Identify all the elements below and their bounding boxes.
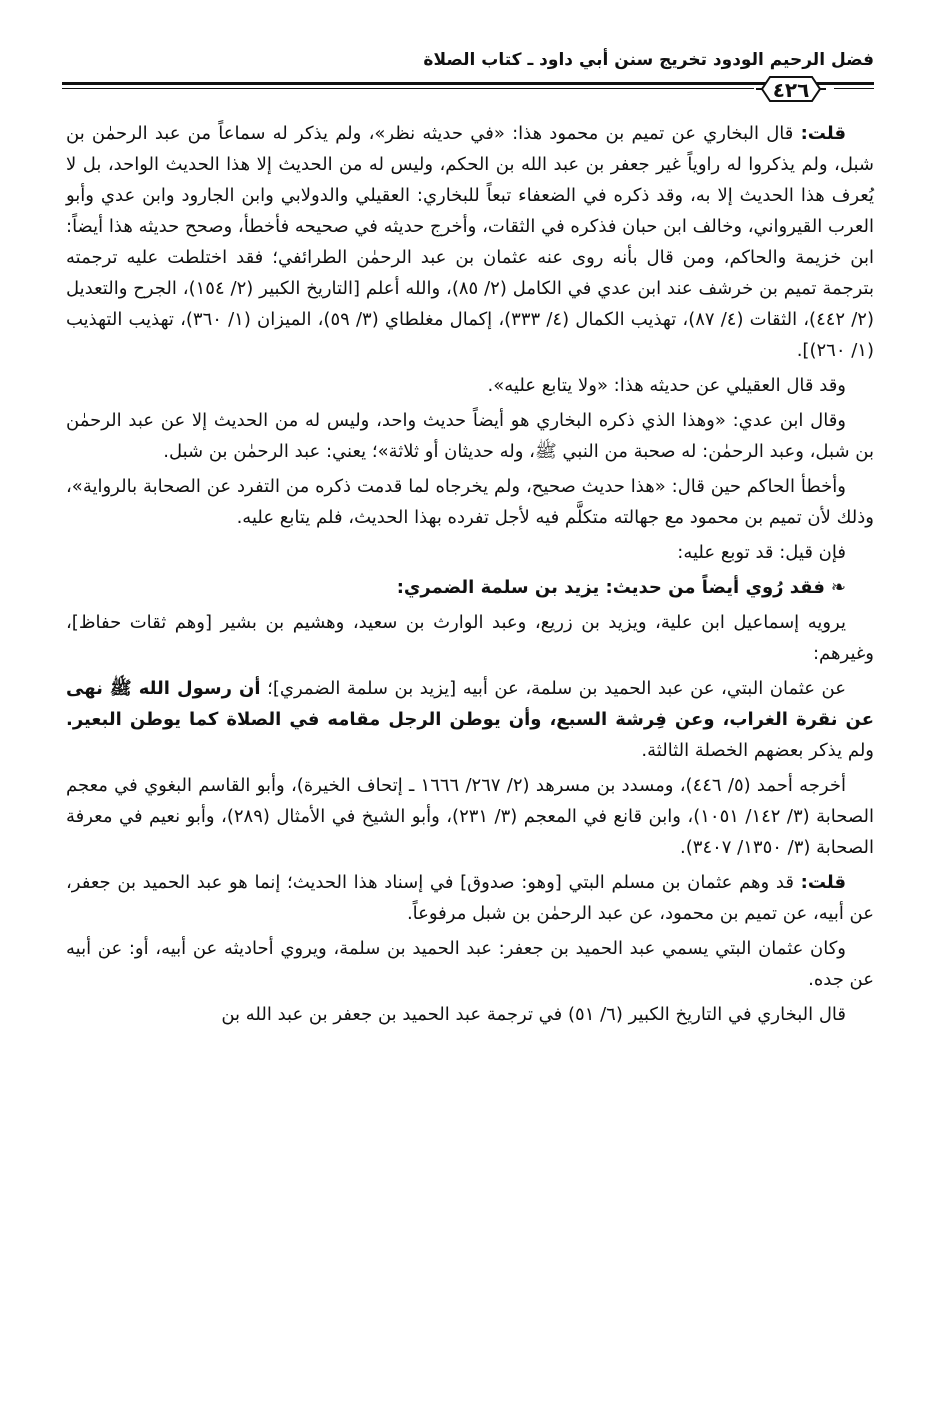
- hadith-text: أن رسول الله ﷺ نهى عن نقرة الغراب، وعن فِرشة السبع، وأن يوطن الرجل مقامه في الصلاة كما يوطن البعير.: [66, 678, 874, 730]
- paragraph: وكان عثمان البتي يسمي عبد الحميد بن جعفر: عبد الحميد بن سلمة، ويروي أحاديثه عن أبيه، أو: عن أبيه عن جده.: [66, 938, 874, 990]
- section-heading: [66, 572, 874, 603]
- paragraph: [66, 673, 874, 766]
- header-rule: [62, 82, 874, 85]
- running-title: فضل الرحيم الودود تخريج سنن أبي داود ـ كتاب الصلاة: [423, 50, 874, 70]
- paragraph-text: قد وهم عثمان بن مسلم البتي [وهو: صدوق] في إسناد هذا الحديث؛ إنما هو عبد الحميد بن جعفر، عن أبيه، عن تميم بن محمود، عن عبد الرحمٰن بن شبل مرفوعاً.: [66, 872, 874, 924]
- paragraph: يرويه إسماعيل ابن علية، ويزيد بن زريع، وعبد الوارث بن سعيد، وهشيم بن بشير [وهم ثقات حفاظ]، وغيرهم:: [66, 612, 874, 664]
- paragraph-text: قال البخاري عن تميم بن محمود هذا: «في حديثه نظر»، ولم يذكر له سماعاً من عبد الرحمٰن بن شبل، ولم يذكروا له راوياً غير جعفر بن عبد الله بن الحكم، وليس له من الحديث إلا هذا الحديث الواحد، بل لا يُعرف هذا الحديث إلا به، وقد ذكره في الضعفاء تبعاً للبخاري: العقيلي والدولابي وابن الجارود وابن عدي وأبو العرب القيرواني، وخالف ابن حبان فذكره في الثقات، وأخرج حديثه في صحيحه فأخطأ، وصحح حديثه هذا أيضاً: ابن خزيمة والحاكم، ومن قال بأنه روى عنه عثمان بن عبد الرحمٰن الطرائفي؛ فقد اختلطت عليه ترجمته بترجمة تميم بن خرشف عند ابن عدي في الكامل (٢/ ٨٥)، والله أعلم [التاريخ الكبير (٢/ ١٥٤)، الجرح والتعديل (٢/ ٤٤٢)، الثقات (٤/ ٨٧)، تهذيب الكمال (٤/ ٣٣٣)، إكمال مغلطاي (٣/ ٥٩)، الميزان (١/ ٣٦٠)، تهذيب التهذيب (١/ ٢٦٠)].: [66, 123, 874, 361]
- header-rule-thin-left: [62, 88, 754, 89]
- paragraph: فإن قيل: قد توبع عليه:: [677, 542, 846, 563]
- paragraph: وقال ابن عدي: «وهذا الذي ذكره البخاري هو أيضاً حديث واحد، وليس له من الحديث إلا عن عبد الرحمٰن بن شبل، وعبد الرحمٰن: له صحبة من النبي ﷺ، وله حديثان أو ثلاثة»؛ يعني: عبد الرحمٰن بن شبل.: [66, 410, 874, 462]
- paragraph: وقد قال العقيلي عن حديثه هذا: «ولا يتابع عليه».: [487, 375, 846, 396]
- main-text: [66, 118, 874, 1034]
- note-text: ولم يذكر بعضهم الخصلة الثالثة.: [641, 740, 874, 761]
- paragraph: قال البخاري في التاريخ الكبير (٦/ ٥١) في ترجمة عبد الحميد بن جعفر بن عبد الله بن: [221, 1004, 846, 1025]
- paragraph: [66, 867, 874, 929]
- page-header: [62, 50, 874, 110]
- page-number: ٤٢٦: [772, 78, 810, 102]
- paragraph: أخرجه أحمد (٥/ ٤٤٦)، ومسدد بن مسرهد (٢/ ٢٦٧/ ١٦٦٦ ـ إتحاف الخيرة)، وأبو القاسم البغوي في معجم الصحابة (٣/ ١٤٢/ ١٠٥١)، وابن قانع في المعجم (٣/ ٢٣١)، وأبو الشيخ في الأمثال (٢٨٩)، وأبو نعيم في معرفة الصحابة (٣/ ١٣٥٠/ ٣٤٠٧).: [66, 775, 874, 858]
- isnad-text: عن عثمان البتي، عن عبد الحميد بن سلمة، عن أبيه [يزيد بن سلمة الضمري]؛: [267, 678, 846, 699]
- page-number-frame: [754, 74, 828, 104]
- paragraph: [66, 118, 874, 366]
- leaf-ornament-icon: ❧: [830, 577, 846, 598]
- qultu-label: قلت:: [800, 872, 847, 893]
- header-rule-thin-right: [834, 88, 874, 89]
- paragraph: وأخطأ الحاكم حين قال: «هذا حديث صحيح، ولم يخرجاه لما قدمت ذكره من التفرد عن الصحابة بالرواية»، وذلك لأن تميم بن محمود مع جهالته متكلَّم فيه لأجل تفرده بهذا الحديث، فلم يتابع عليه.: [66, 476, 874, 528]
- heading-text: فقد رُوي أيضاً من حديث: يزيد بن سلمة الضمري:: [396, 577, 825, 598]
- qultu-label: قلت:: [800, 123, 846, 144]
